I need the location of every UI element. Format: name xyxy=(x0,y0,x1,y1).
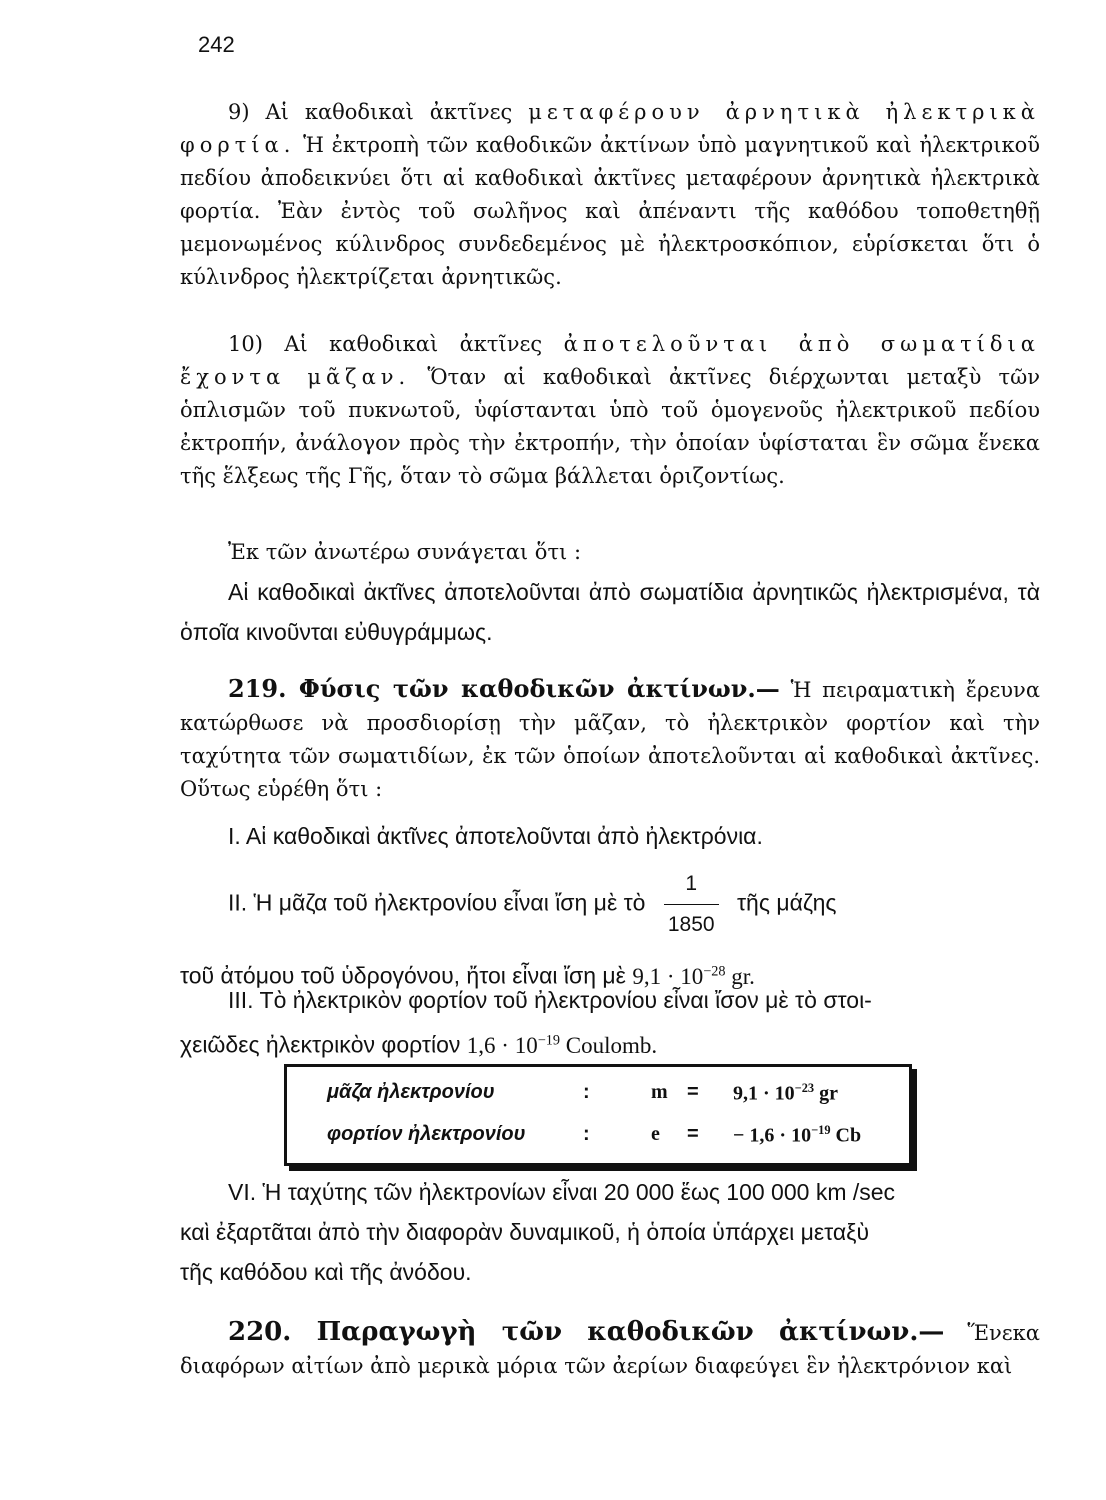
finding-i xyxy=(180,816,1040,856)
section-219-paragraph xyxy=(180,672,1040,806)
item-10 xyxy=(180,328,1040,493)
box-mass-equals: = xyxy=(687,1081,699,1103)
item-9-label: 9) Αἱ καθοδικαὶ ἀκτῖνες xyxy=(228,100,513,124)
finding-iii-line-1: ΙΙΙ. Τὸ ἠλεκτρικὸν φορτίον τοῦ ἠλεκτρονίου εἶναι ἴσον μὲ τὸ στοι- xyxy=(228,987,872,1013)
section-219-heading: 219. Φύσις τῶν καθοδικῶν ἀκτίνων.— xyxy=(228,674,780,703)
box-charge-exponent: −19 xyxy=(811,1123,831,1137)
box-mass-label: μᾶζα ἠλεκτρονίου xyxy=(327,1081,495,1103)
box-charge-unit: Cb xyxy=(835,1124,862,1147)
item-10-emphasis: ἀποτελοῦνται ἀπὸ σωματίδια ἔχοντα μᾶζαν. xyxy=(180,332,1040,389)
section-220-paragraph xyxy=(180,1316,1040,1383)
electron-charge-unit: Coulomb. xyxy=(565,1032,658,1058)
finding-ii-text-c: τοῦ ἀτόμου τοῦ ὑδρογόνου, ἤτοι εἶναι ἴση μὲ xyxy=(180,962,626,989)
item-9-emphasis: μεταφέρουν ἀρνητικὰ ἠλεκτρικὰ φορτία. xyxy=(180,100,1040,157)
item-9 xyxy=(180,96,1040,294)
conclusion-intro-text: Ἐκ τῶν ἀνωτέρω συνάγεται ὅτι : xyxy=(228,540,582,564)
box-mass-symbol: m xyxy=(651,1081,668,1103)
item-10-paragraph xyxy=(180,328,1040,493)
section-220-heading: 220. Παραγωγὴ τῶν καθοδικῶν ἀκτίνων.— xyxy=(228,1317,945,1347)
finding-iii-line-2 xyxy=(180,1020,1040,1066)
electron-charge-number: 1,6 · 10 xyxy=(466,1032,538,1058)
box-mass-unit: gr xyxy=(819,1082,839,1105)
item-10-label: 10) Αἱ καθοδικαὶ ἀκτῖνες xyxy=(228,332,543,356)
box-charge-equals: = xyxy=(687,1123,699,1145)
electron-mass-number: 9,1 · 10 xyxy=(632,963,704,989)
box-charge-symbol: e xyxy=(651,1123,660,1145)
conclusion xyxy=(180,572,1040,652)
electron-charge-value xyxy=(467,1033,657,1058)
fraction-denominator: 1850 xyxy=(664,904,719,945)
item-9-paragraph xyxy=(180,96,1040,294)
page-number: 242 xyxy=(198,32,235,57)
section-219-text: Ἡ πειραματικὴ ἔρευνα κατώρθωσε νὰ προσδιορίσῃ τὴν μᾶζαν, τὸ ἠλεκτρικὸν φορτίον καὶ τὴν ταχύτητα τῶν σωματιδίων, ἐκ τῶν ὁποίων ἀποτελοῦνται αἱ καθοδικαὶ ἀκτῖνες. Οὕτως εὑρέθη ὅτι : xyxy=(180,678,1040,801)
box-mass-exponent: −23 xyxy=(794,1081,815,1095)
finding-ii-text-a: ΙΙ. Ἡ μᾶζα τοῦ ἠλεκτρονίου εἶναι ἴση μὲ τὸ xyxy=(228,889,646,916)
item-10-text: Ὅταν αἱ καθοδικαὶ ἀκτῖνες διέρχωνται μεταξὺ τῶν ὁπλισμῶν τοῦ πυκνωτοῦ, ὑφίστανται ὑπὸ τοῦ ὁμογενοῦς ἠλεκτρικοῦ πεδίου ἐκτροπήν, ἀνάλογον πρὸς τὴν ἐκτροπήν, τὴν ὁποίαν ὑφίσταται ἓν σῶμα ἕνεκα τῆς ἕλξεως τῆς Γῆς, ὅταν τὸ σῶμα βάλλεται ὁριζοντίως. xyxy=(180,365,1040,488)
finding-iii-text-b: χειῶδες ἠλεκτρικὸν φορτίον xyxy=(180,1031,461,1058)
box-row-mass xyxy=(287,1073,909,1113)
box-charge-value xyxy=(733,1123,861,1148)
conclusion-intro xyxy=(180,536,1040,569)
finding-ii-line-1 xyxy=(180,864,1040,945)
section-220-text: Ἕνεκα διαφόρων αἰτίων ἀπὸ μερικὰ μόρια τῶν ἀερίων διαφεύγει ἓν ἠλεκτρόνιον καὶ xyxy=(180,1321,1040,1378)
finding-i-text: Ι. Αἱ καθοδικαὶ ἀκτῖνες ἀποτελοῦνται ἀπὸ ἠλεκτρόνια. xyxy=(228,823,763,849)
electron-mass-exponent: −28 xyxy=(703,963,726,979)
finding-vi-line-2: καὶ ἐξαρτᾶται ἀπὸ τὴν διαφορὰν δυναμικοῦ, ἡ ὁποία ὑπάρχει μεταξὺ xyxy=(180,1219,870,1245)
box-mass-number: 9,1 · 10 xyxy=(733,1082,795,1105)
finding-ii xyxy=(180,864,1040,997)
finding-vi xyxy=(180,1172,1040,1292)
fraction-1-over-1850 xyxy=(664,864,719,945)
fraction-numerator: 1 xyxy=(685,872,698,895)
finding-vi-line-3: τῆς καθόδου καὶ τῆς ἀνόδου. xyxy=(180,1259,472,1285)
section-220 xyxy=(180,1316,1040,1383)
box-charge-colon: : xyxy=(583,1123,590,1145)
box-charge-number: − 1,6 · 10 xyxy=(733,1124,812,1147)
box-mass-value xyxy=(733,1081,838,1106)
electron-charge-exponent: −19 xyxy=(537,1032,560,1048)
electron-constants-box xyxy=(284,1064,912,1166)
box-charge-label: φορτίον ἠλεκτρονίου xyxy=(327,1123,526,1145)
finding-iii xyxy=(180,980,1040,1066)
finding-vi-line-1: VI. Ἡ ταχύτης τῶν ἠλεκτρονίων εἶναι 20 000 ἕως 100 000 km /sec xyxy=(228,1179,896,1205)
box-row-charge xyxy=(287,1115,909,1155)
box-mass-colon: : xyxy=(583,1081,590,1103)
item-9-text: Ἡ ἐκτροπὴ τῶν καθοδικῶν ἀκτίνων ὑπὸ μαγνητικοῦ καὶ ἠλεκτρικοῦ πεδίου ἀποδεικνύει ὅτι αἱ καθοδικαὶ ἀκτῖνες μεταφέρουν ἀρνητικὰ ἠλεκτρικὰ φορτία. Ἐὰν ἐντὸς τοῦ σωλῆνος καὶ ἀπέναντι τῆς καθόδου τοποθετηθῇ μεμονωμένος κύλινδρος συνδεδεμένος μὲ ἠλεκτροσκόπιον, εὑρίσκεται ὅτι ὁ κύλινδρος ἠλεκτρίζεται ἀρνητικῶς. xyxy=(180,133,1040,289)
finding-ii-text-b: τῆς μάζης xyxy=(736,889,837,916)
conclusion-text: Αἱ καθοδικαὶ ἀκτῖνες ἀποτελοῦνται ἀπὸ σωματίδια ἀρνητικῶς ἠλεκτρισμένα, τὰ ὁποῖα κινοῦνται εὐθυγράμμως. xyxy=(180,579,1040,645)
section-219 xyxy=(180,672,1040,806)
electron-mass-unit: gr. xyxy=(731,963,755,989)
